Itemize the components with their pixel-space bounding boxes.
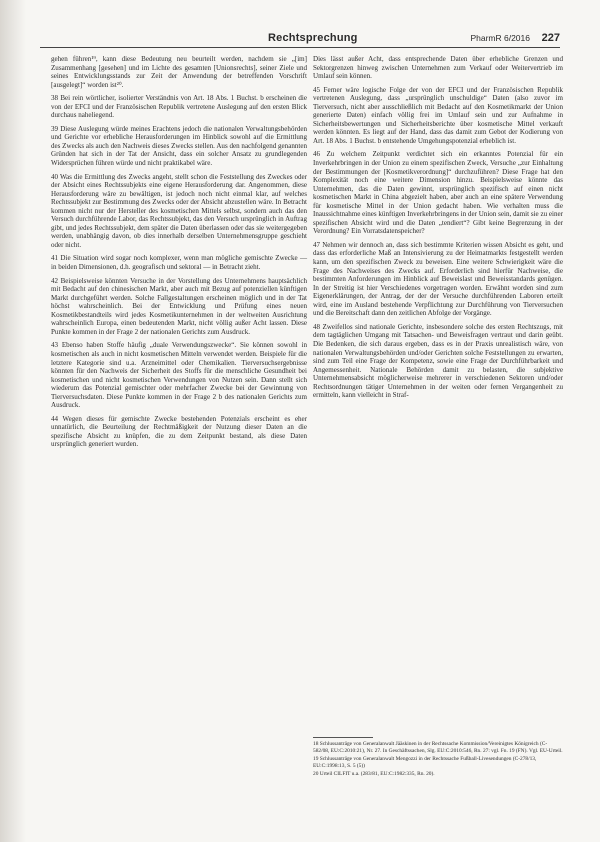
paragraph: 39 Diese Auslegung würde meines Erachtens jedoch die nationalen Verwaltungsbehörden und Gerichte vor erhebliche Herausforderungen im Hinblick sowohl auf die Ermittlung des Zwecks als auch den Nachweis dieses Zwecks stellen. Aus den nachfolgend genannten Gründen hat sich in der Tat der Ansicht, dass ein solcher Ansatz zu grundlegenden Widersprüchen führen würde und nicht praktikabel wäre. — [51, 124, 307, 168]
paragraph: 47 Nehmen wir dennoch an, dass sich bestimmte Kriterien wissen Absicht es geht, und dass das erforderliche Maß an Intensivierung zu der Heimatmarkts festgestellt werden kann, um den spezifischen Zweck zu beweisen. Eine weitere Schwierigkeit wäre die Frage des Nachweises des Zwecks auf. Erforderlich sind hierfür Nachweise, die bestimmten Anforderungen im Hinblick auf Beweislast und Beweisstandards genügen. In der Streitig ist hier Verschiedenes vorgetragen worden. Erwähnt worden sind zum Eigenerklärungen, der Antrag, der der der Versuche durchführenden Laboren erteilt wird, eine im Ausland bestehende Verpflichtung zur Durchführung von Tierversuchen und die Bereitschaft dann den zeitlichen Abfolge der Vorgänge. — [313, 240, 563, 318]
paragraph: 40 Was die Ermittlung des Zwecks angeht, stellt schon die Feststellung des Zweckes oder der Absicht eines Rechtssubjekts eine eigene Herausforderung dar. Angenommen, diese Herausforderung wäre zu bewältigen, ist jedoch noch nicht einmal klar, auf welches Rechtssubjekt zur Bestimmung des Zwecks oder der Absicht abzustellen wäre. In Betracht kommen nicht nur der Hersteller des kosmetischen Mittels selbst, sondern auch das den Versuch durchführende Labor, das Rechtssubjekt, das den Versuch ursprünglich in Auftrag gibt, und jedes Rechtssubjekt, dem später die Daten überlassen oder das sie weitergegeben werden, unabhängig davon, ob dies innerhalb derselben Unternehmensgruppe geschieht oder nicht. — [51, 172, 307, 249]
journal-issue: PharmR 6/2016 — [470, 33, 530, 43]
left-column — [51, 55, 307, 454]
paragraph: 43 Ebenso haben Stoffe häufig „duale Verwendungszwecke“. Sie können sowohl in kosmetischen als auch in nicht kosmetischen Mitteln verwendet werden. Beispiele für die letztere Kategorie sind u.a. Arzneimittel oder Chemikalien. Tierversuchsergebnisse könnten für den Nachweis der Sicherheit des Stoffs für die menschliche Gesundheit bei kosmetischen und nicht kosmetischen Verwendungen von Nutzen sein. Dann stellt sich wiederum das Potenzial gemischter oder mehrfacher Zwecke bei der Gewinnung von Tierversuchsdaten. Diese Punkte kommen in der Frage 2 b des nationalen Gerichts zum Ausdruck. — [51, 341, 307, 410]
section-title: Rechtsprechung — [268, 32, 358, 44]
page-gutter-shadow — [0, 0, 26, 842]
footnote: 19 Schlussanträge von Generalanwalt Mengozzi in der Rechtssache Fußball-Livesendungen (C-278/13, EU:C:1998:13, S. 5 (5)) — [313, 756, 537, 769]
footnote: 20 Urteil CILFIT u.a. (283/81, EU:C:1982:335, Rn. 20). — [313, 771, 435, 778]
paragraph: gehen führen¹⁹, kann diese Bedeutung neu beurteilt werden, nachdem sie „[im] Zusammenhang [gesehen] und im Lichte des gesamten [Unionsrechts], seiner Ziele und seines Entwicklungsstands zur Zeit der Anwendung der betreffenden Vorschrift [ausgelegt]“ worden ist²⁰. — [51, 55, 307, 89]
running-header — [40, 32, 560, 50]
paragraph: 44 Wegen dieses für gemischte Zwecke bestehenden Potenzials erscheint es eher unnatürlich, die Beurteilung der Rechtmäßigkeit der Nutzung dieser Daten an die spezifische Absicht zu knüpfen, die zu dem Zeitpunkt bestand, als diese Daten ursprünglich generiert wurden. — [51, 414, 307, 449]
page-number: 227 — [541, 32, 560, 44]
footnotes — [313, 741, 563, 780]
footnote-rule — [313, 737, 373, 738]
paragraph: Dies lässt außer Acht, dass entsprechende Daten über erhebliche Grenzen und Sektorgrenzen hinweg zwischen Unternehmen zum Verkauf oder Weitervertrieb im Umlauf sein können. — [313, 55, 563, 81]
header-rule — [40, 47, 560, 48]
paragraph: 48 Zweifellos sind nationale Gerichte, insbesondere solche des ersten Rechtszugs, mit dem tagtäglichen Umgang mit Tatsachen- und Beweisfragen vertraut und darin geübt. Die Bedenken, die sich daraus ergeben, dass es in der Praxis unrealistisch wäre, von nationalen Verwaltungsbehörden und/oder Gerichten solche Feststellungen zu erwarten, sind zum Teil eine Frage der Kompetenz, sowie eine Frage der Durchführbarkeit und Angemessenheit. Nationale Behörden damit zu belasten, die subjektive Unternehmensabsicht möglicherweise mehrerer in verschiedenen Sektoren und/oder Rechtsordnungen tätiger Unternehmen in der weiten oder fernen Vergangenheit zu ermitteln, kann vielleicht in Straf- — [313, 322, 563, 400]
paragraph: 46 Zu welchem Zeitpunkt verdichtet sich ein erkanntes Potenzial für ein Inverkehrbringen in der Union zu einem spezifischen Zweck, Versuche „zur Einhaltung der Bestimmungen der [Kosmetikverordnung]“ durchzuführen? Diese Frage hat den Komplexität noch eine weitere Dimension hinzu. Beispielsweise könnte das Unternehmen, das die Daten gewinnt, ursprünglich spezifisch auf einen nicht kosmetischen Markt in China abgezielt haben, aber auch an eine spätere Verwendung für kosmetische Mittel in der Union gedacht haben. Wie verhalten muss die Inaussichtnahme eines künftigen Inverkehrbringens in der Union sein, damit sie zu einer spezifischen Absicht wird und die Daten „tendiert“? Gibt keine Begrenzung in der Verordnung? Ein Vorratsdatenspeicher? — [313, 150, 563, 236]
paragraph: 38 Bei rein wörtlicher, isolierter Verständnis von Art. 18 Abs. 1 Buchst. b erscheinen die von der EFCI und der Französischen Republik vertretene Auslegung auf den ersten Blick durchaus naheliegend. — [51, 94, 307, 120]
paragraph: 42 Beispielsweise könnten Versuche in der Vorstellung des Unternehmens hauptsächlich mit Bedacht auf den chinesischen Markt, aber auch mit Bezug auf potenziellen künftigen Markt durchgeführt werden. Solche Fallgestaltungen erscheinen möglich und in der Tat höchst wahrscheinlich. Bei der Entwicklung und Prüfung eines neuen Kosmetikbestandteils wird jedes Kosmetikunternehmen in der weltweiten Ausrichtung wahrscheinlich Europa, einen bedeutenden Markt, nicht völlig außer Acht lassen. Diese Punkte kommen in der Frage 2 der nationalen Gerichts zum Ausdruck. — [51, 276, 307, 336]
right-column — [313, 55, 563, 405]
paragraph: 45 Ferner wäre logische Folge der von der EFCI und der Französischen Republik vertretenen Auslegung, dass „ursprünglich unschuldige“ Daten (also zuvor im Tierversuch, nicht aber ausschließlich mit Bedacht auf den Kosmetikmarkt der Union generierte Daten) einfach völlig frei im Umlauf sein und zur Aufnahme in Sicherheitsbewertungen und Sicherheitsberichte über kosmetische Mittel verkauft werden könnten. Es liegt auf der Hand, dass das damit zum Gebot der Kodierung von Art. 18 Abs. 1 Buchst. b entstehende Umgehungspotenzial erheblich ist. — [313, 85, 563, 145]
paragraph: 41 Die Situation wird sogar noch komplexer, wenn man mögliche gemischte Zwecke — in beiden Dimensionen, d.h. geografisch und sektoral — in Betracht zieht. — [51, 254, 307, 272]
footnote: 18 Schlussanträge von Generalanwalt Jääskinen in der Rechtssache Kommission/Vereinigtes Königreich (C-582/08, EU:C:2010:21), Nr. 27. In Geschäftssachen, Slg. EU:C:2010:546, Rn. 27: vgl. Fn. 19 (FN). Vgl. EU-Urteil. — [313, 741, 563, 754]
